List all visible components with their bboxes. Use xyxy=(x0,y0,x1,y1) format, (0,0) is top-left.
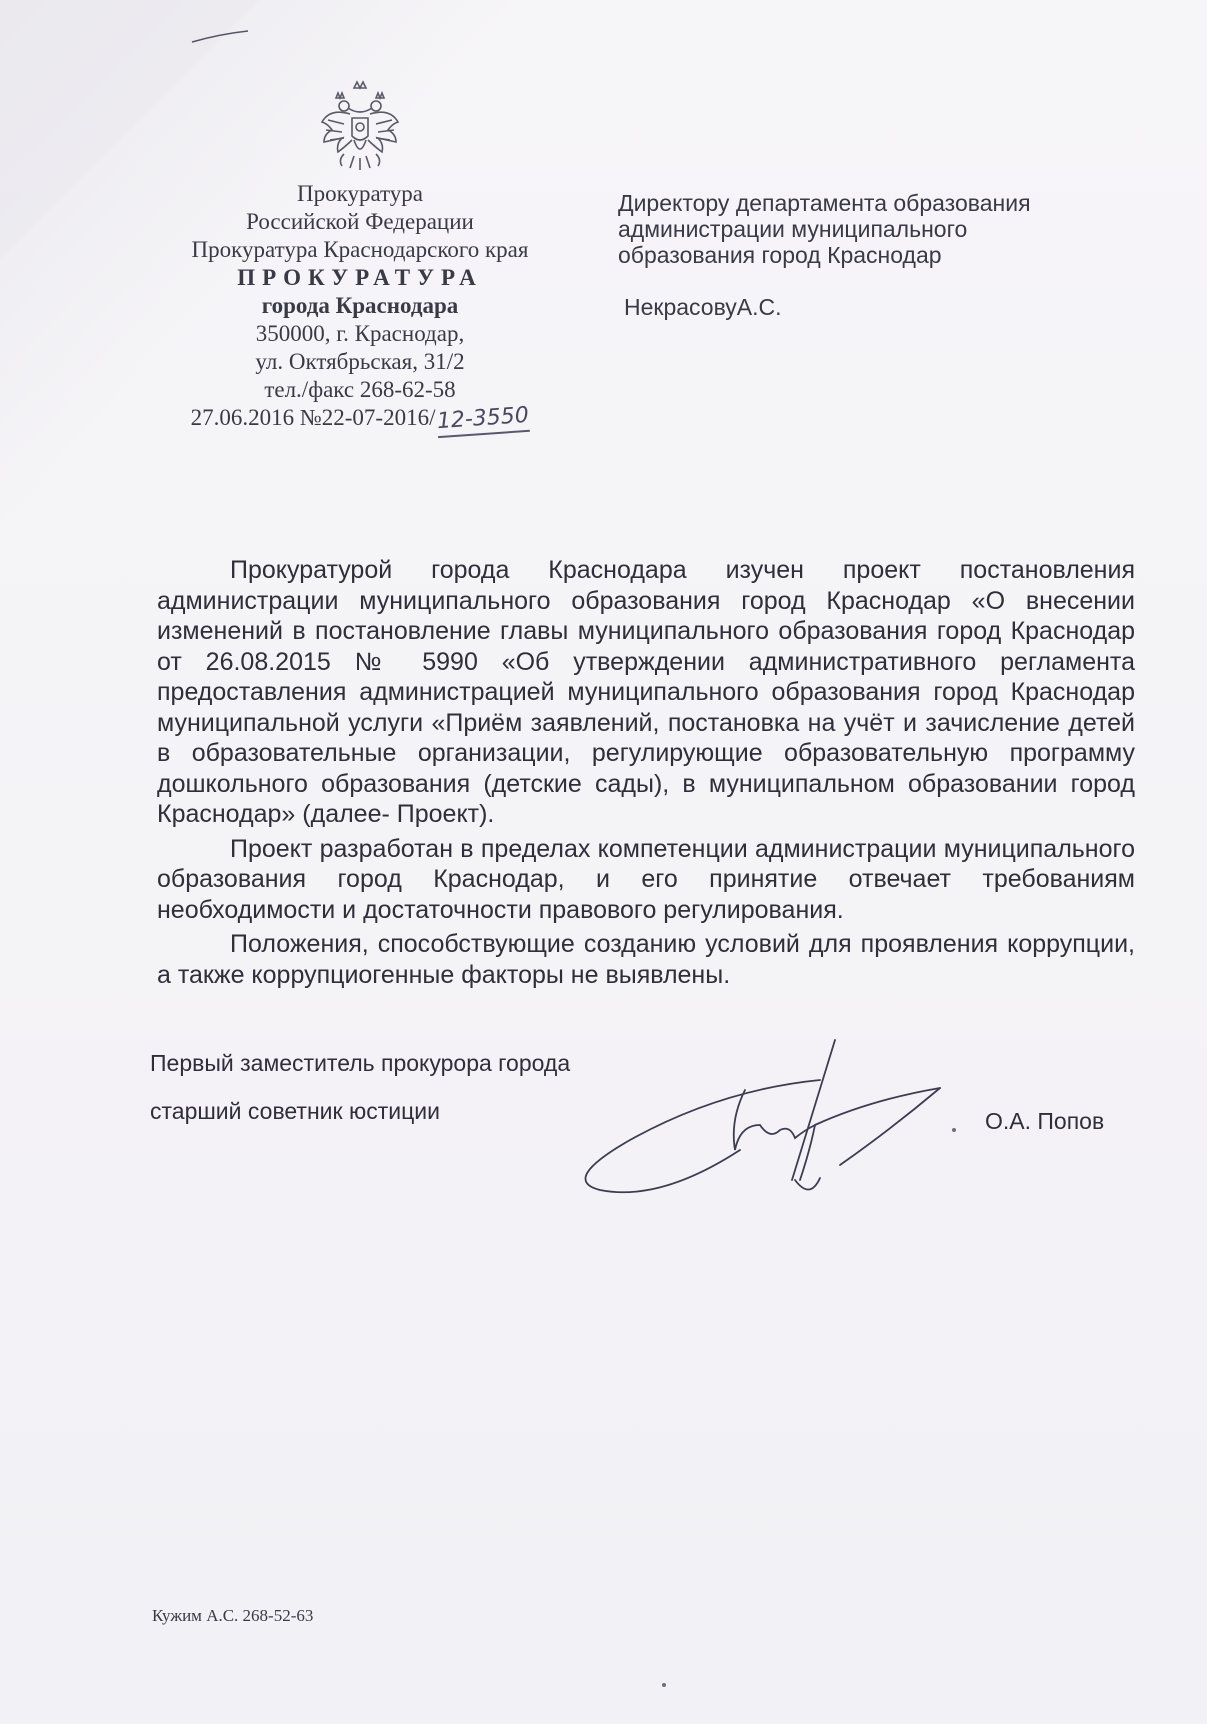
outgoing-ref-text: 27.06.2016 №22-07-2016/ xyxy=(190,405,436,430)
signatory-rank: старший советник юстиции xyxy=(150,1098,440,1124)
body-paragraph: Проект разработан в пределах компетенции администрации муниципального образования город Краснодар, и его принятие отвечает требованиям необходимости и достаточности правового регулирования. xyxy=(157,834,1135,924)
outgoing-reference xyxy=(150,404,570,435)
letterhead-line: Прокуратура Краснодарского края xyxy=(191,237,529,262)
signatory-name: О.А. Попов xyxy=(985,1108,1105,1134)
coat-of-arms-icon xyxy=(314,78,406,174)
letterhead-city: города Краснодара xyxy=(261,293,459,318)
addressee-line: администрации муниципального xyxy=(618,216,968,242)
paper-speck xyxy=(662,1683,666,1687)
letterhead-line: Российской Федерации xyxy=(246,209,474,234)
letterhead-org-title: ПРОКУРАТУРА xyxy=(237,265,483,290)
handwritten-signature-icon xyxy=(570,1030,960,1220)
signatory-position: Первый заместитель прокурора города xyxy=(150,1050,571,1076)
addressee-block xyxy=(618,190,1118,320)
handwritten-number: 12-3550 xyxy=(437,402,531,438)
letterhead-line: Прокуратура xyxy=(296,181,424,206)
addressee-line: образования город Краснодар xyxy=(618,242,942,268)
pen-stroke-mark xyxy=(190,28,250,48)
letter-body xyxy=(157,555,1135,994)
letterhead-phone: тел./факс 268-62-58 xyxy=(264,377,456,402)
letterhead-address: ул. Октябрьская, 31/2 xyxy=(255,349,465,374)
addressee-line: Директору департамента образования xyxy=(618,190,1031,216)
executor-contact: Кужим А.С. 268-52-63 xyxy=(152,1606,314,1625)
letterhead-address: 350000, г. Краснодар, xyxy=(255,321,465,346)
body-paragraph: Прокуратурой города Краснодара изучен проект постановления администрации муниципального образования город Краснодар «О внесении изменений в постановление главы муниципального образования город Краснодар от 26.08.2015 № 5990 «Об утверждении административного регламента предоставления администрацией муниципального образования город Краснодар муниципальной услуги «Приём заявлений, постановка на учёт и зачисление детей в образовательные организации, регулирующие образовательную программу дошкольного образования (детские сады), в муниципальном образовании город Краснодар» (далее- Проект). xyxy=(157,556,1135,828)
paper-speck xyxy=(952,1128,956,1132)
addressee-name: НекрасовуА.С. xyxy=(624,294,782,320)
body-paragraph: Положения, способствующие созданию условий для проявления коррупции, а также коррупциогенные факторы не выявлены. xyxy=(157,930,1135,989)
letterhead xyxy=(150,78,570,435)
